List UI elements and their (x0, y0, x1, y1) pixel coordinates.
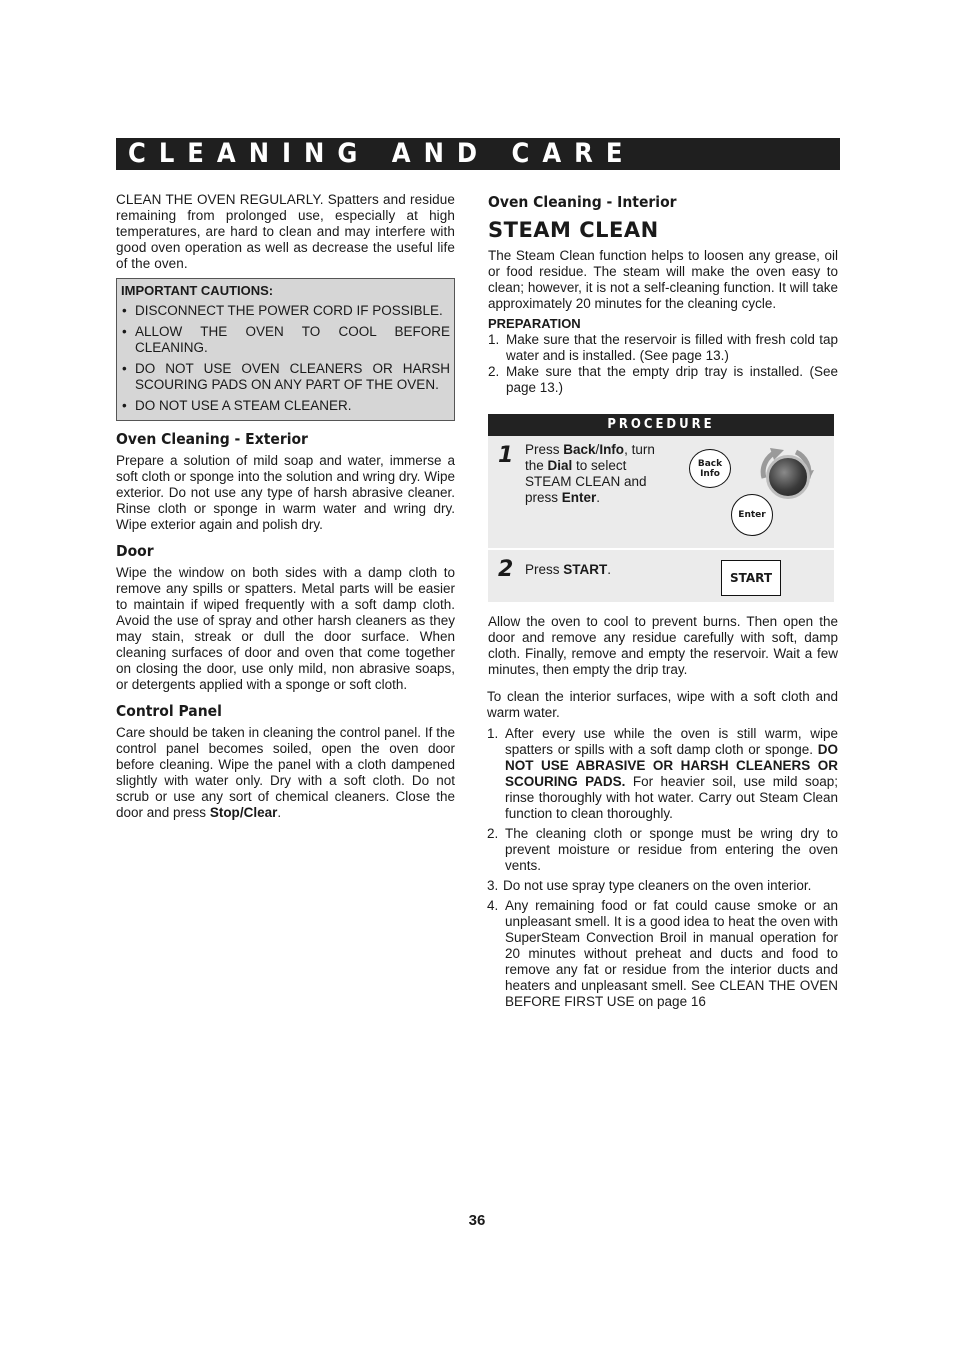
caution-item: • DISCONNECT THE POWER CORD IF POSSIBLE. (121, 303, 450, 319)
step-text-part: Press (525, 562, 564, 577)
after-procedure-paragraph: Allow the oven to cool to prevent burns. Then open the door and remove any residue carefully with soft, damp cloth. Finally, remove and empty the reservoir. Wait a few minutes, then empty the drip tray. (488, 614, 838, 677)
enter-label: Enter (738, 510, 766, 520)
step-text-part: / (595, 442, 600, 457)
clear-key-label: Clear (243, 805, 278, 820)
item-number: 3. (487, 878, 499, 893)
info-key-ref: Info (599, 442, 625, 457)
step-text-part: . (607, 562, 612, 577)
item-text: The cleaning cloth or sponge must be wring dry to prevent moisture or residue from entering the oven vents. (505, 826, 838, 873)
item-number: 2. (488, 364, 500, 379)
interior-item (487, 898, 838, 1010)
step-2-text (525, 562, 675, 578)
step-text-part: . (596, 490, 601, 505)
step-number: 2 (498, 557, 514, 582)
control-panel-text: Care should be taken in cleaning the control panel. If the control panel becomes soiled, open the oven door before cleaning. Wipe the panel with a cloth dampened slightly with water only. Dry with a soft cloth. Do not scrub or use any sort of chemical cleaners. Close the door and press (116, 725, 455, 820)
exterior-paragraph: Prepare a solution of mild soap and water, immerse a soft cloth or sponge into the solution and wring dry. Wipe exterior. Do not use any type of harsh abrasive cleaner. Rinse cloth or sponge in warm water and wring dry. Wipe exterior again and polish dry. (116, 453, 455, 532)
steam-clean-intro: The Steam Clean function helps to loosen any grease, oil or food residue. The steam will make the oven easy to clean; however, it is not a self-cleaning function. It will take approximately 20 minutes for the cleaning cycle. (488, 248, 838, 311)
control-panel-heading: Control Panel (116, 702, 222, 720)
section-title: CLEANING AND CARE (128, 138, 636, 169)
item-text: Any remaining food or fat could cause smoke or an unpleasant smell. It is a good idea to heat the oven with SuperSteam Convection Broil in manual operation for 20 minutes without preheat and ducts and food to remove any fat or residue from the interior ducts and heaters and unpleasant smell. See CLEAN THE OVEN BEFORE FIRST USE on page 16 (505, 898, 838, 1009)
back-info-button-icon (689, 449, 731, 488)
left-column (116, 192, 455, 821)
cautions-title: IMPORTANT CAUTIONS: (121, 283, 274, 298)
step-text-part: Press (525, 442, 564, 457)
step-number: 1 (498, 443, 514, 468)
control-panel-paragraph (116, 725, 455, 821)
caution-item: • DO NOT USE A STEAM CLEANER. (121, 398, 450, 414)
caution-item: • DO NOT USE OVEN CLEANERS OR HARSH SCOURING PADS ON ANY PART OF THE OVEN. (121, 361, 450, 393)
item-warning: DO NOT USE ABRASIVE OR HARSH CLEANERS OR SCOURING PADS. (505, 742, 838, 789)
dial-knob-icon (766, 455, 810, 499)
start-key-ref: START (563, 562, 608, 577)
interior-heading: Oven Cleaning - Interior (488, 193, 677, 211)
item-text: Make sure that the reservoir is filled with fresh cold tap water and is installed. (See page 13.) (506, 332, 838, 363)
caution-item: • ALLOW THE OVEN TO COOL BEFORE CLEANING. (121, 324, 450, 356)
page-number: 36 (468, 1212, 486, 1229)
item-number: 1. (487, 726, 499, 741)
enter-button-icon (731, 494, 773, 536)
step-1-text (525, 442, 675, 506)
step-text-part: , turn the (525, 442, 655, 473)
right-column (488, 192, 838, 1010)
item-number: 2. (487, 826, 499, 841)
preparation-item (488, 332, 838, 364)
intro-paragraph: CLEAN THE OVEN REGULARLY. Spatters and residue remaining from prolonged use, especially at high temperatures, are hard to clean and may interfere with good oven operation as well as decrease the useful life of the oven. (116, 192, 455, 271)
interior-cleaning-list (487, 726, 838, 1010)
back-label: Back (697, 458, 723, 469)
door-paragraph: Wipe the window on both sides with a damp cloth to remove any spills or spatters. Metal parts will be easier to maintain if wiped frequently with a soft damp cloth. Avoid the use of spray and other harsh cleaners as they may stain, streak or dull the door surface. When cleaning surfaces of door and oven that come together on closing the door, use only mild, non abrasive soaps, or detergents applied with a sponge or soft cloth. (116, 565, 455, 692)
preparation-list (488, 332, 838, 396)
item-text: Do not use spray type cleaners on the oven interior. (503, 878, 812, 893)
procedure-box (488, 414, 834, 604)
item-number: 1. (488, 332, 500, 347)
interior-item (487, 826, 838, 874)
stop-key-label: Stop (209, 805, 240, 820)
step-text-part: to select STEAM CLEAN and press (525, 458, 647, 505)
info-label: Info (700, 468, 720, 479)
dial-ref: Dial (547, 458, 573, 473)
interior-paragraph: To clean the interior surfaces, wipe with a soft cloth and warm water. (487, 689, 838, 720)
sentence-end: . (277, 805, 282, 820)
item-text: For heavier soil, use mild soap; rinse thoroughly with hot water. Carry out Steam Clean function to clean thoroughly. (505, 774, 838, 821)
procedure-step-1 (488, 436, 834, 550)
item-number: 4. (487, 898, 499, 913)
section-title-bar (116, 138, 840, 170)
enter-key-ref: Enter (561, 490, 597, 505)
important-cautions-box (116, 278, 455, 421)
steam-clean-title: STEAM CLEAN (488, 218, 659, 242)
back-key-ref: Back (563, 442, 596, 457)
door-heading: Door (116, 542, 154, 560)
key-separator: / (239, 805, 244, 820)
item-text: After every use while the oven is still warm, wipe spatters or spills with a soft damp cloth or sponge. (505, 726, 838, 757)
cautions-list (121, 303, 450, 414)
start-button-icon (721, 560, 781, 596)
preparation-title: PREPARATION (488, 316, 581, 331)
interior-item (487, 878, 838, 894)
item-text: Make sure that the empty drip tray is installed. (See page 13.) (506, 364, 838, 395)
start-label: START (729, 571, 773, 585)
interior-item (487, 726, 838, 822)
preparation-item (488, 364, 838, 396)
procedure-step-2 (488, 550, 834, 604)
exterior-heading: Oven Cleaning - Exterior (116, 430, 308, 448)
procedure-header: PROCEDURE (488, 414, 834, 436)
